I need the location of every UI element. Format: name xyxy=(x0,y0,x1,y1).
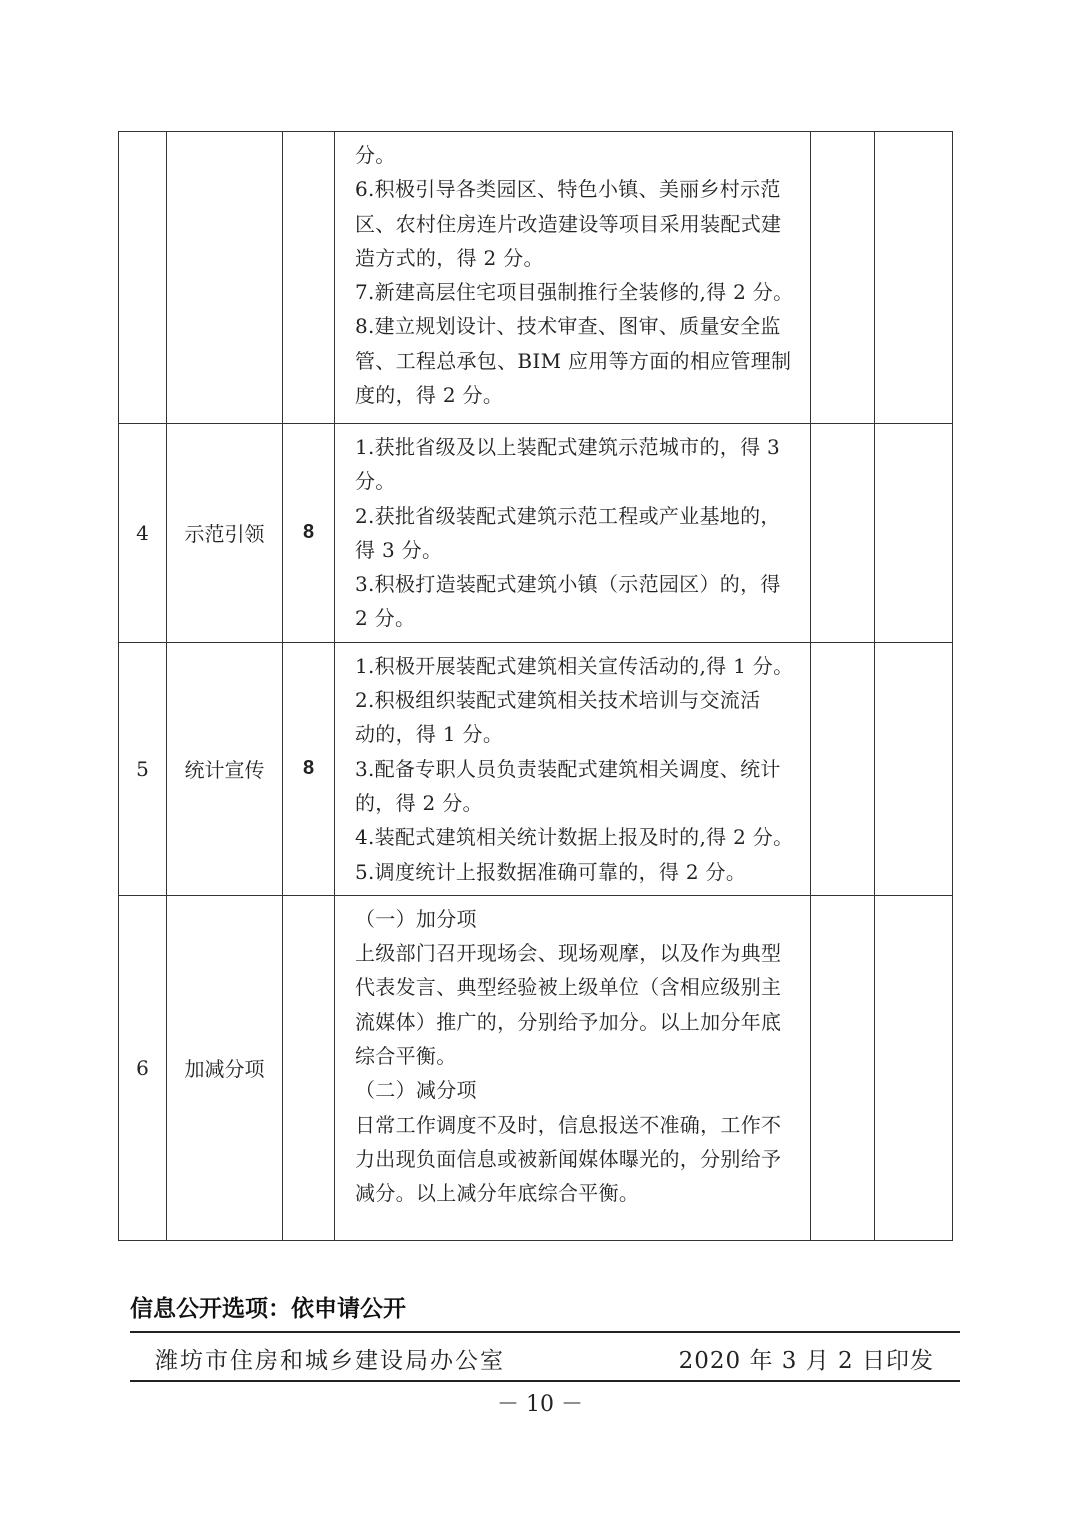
row-number-cell xyxy=(119,132,167,424)
criteria-line: 上级部门召开现场会、现场观摩，以及作为典型 xyxy=(355,941,782,966)
row-number-cell: 6 xyxy=(119,895,167,1240)
criteria-line: 4.装配式建筑相关统计数据上报及时的,得 2 分。 xyxy=(355,825,794,850)
item-name-cell: 统计宣传 xyxy=(167,642,283,895)
criteria-cell xyxy=(335,642,811,895)
criteria-line: （一）加分项 xyxy=(355,906,477,931)
criteria-line: 综合平衡。 xyxy=(355,1044,457,1069)
criteria-line: 1.积极开展装配式建筑相关宣传活动的,得 1 分。 xyxy=(355,653,794,678)
criteria-line: 3.积极打造装配式建筑小镇（示范园区）的，得 xyxy=(355,572,781,597)
score-cell xyxy=(283,895,335,1240)
criteria-line: 减分。以上减分年底综合平衡。 xyxy=(355,1181,640,1206)
criteria-line: 管、工程总承包、BIM 应用等方面的相应管理制 xyxy=(355,348,792,373)
self-evaluation-cell xyxy=(811,424,875,643)
table-row xyxy=(119,642,953,895)
criteria-line: 5.调度统计上报数据准确可靠的，得 2 分。 xyxy=(355,859,747,884)
criteria-line: 的，得 2 分。 xyxy=(355,790,483,815)
item-name-cell: 示范引领 xyxy=(167,424,283,643)
self-evaluation-cell xyxy=(811,132,875,424)
item-name-cell: 加减分项 xyxy=(167,895,283,1240)
criteria-line: 7.新建高层住宅项目强制推行全装修的,得 2 分。 xyxy=(355,280,794,305)
criteria-line: 分。 xyxy=(355,469,396,494)
remarks-cell xyxy=(875,895,953,1240)
criteria-line: 代表发言、典型经验被上级单位（含相应级别主 xyxy=(355,975,782,1000)
page-number: － 10 － xyxy=(497,1392,583,1417)
criteria-line: 动的，得 1 分。 xyxy=(355,722,504,747)
criteria-cell xyxy=(335,424,811,643)
score-cell xyxy=(283,132,335,424)
row-number-cell: 4 xyxy=(119,424,167,643)
table-row xyxy=(119,895,953,1240)
criteria-line: 度的，得 2 分。 xyxy=(355,383,504,408)
info-disclosure-option: 信息公开选项：依申请公开 xyxy=(130,1296,406,1322)
criteria-line: 6.积极引导各类园区、特色小镇、美丽乡村示范 xyxy=(355,177,781,202)
remarks-cell xyxy=(875,642,953,895)
criteria-line: 得 3 分。 xyxy=(355,537,443,562)
issue-date: 2020 年 3 月 2 日印发 xyxy=(678,1348,934,1374)
criteria-line: 3.配备专职人员负责装配式建筑相关调度、统计 xyxy=(355,756,781,781)
table-row xyxy=(119,424,953,643)
criteria-line: 流媒体）推广的，分别给予加分。以上加分年底 xyxy=(355,1009,782,1034)
footer-top-rule xyxy=(130,1331,960,1333)
criteria-line: 2 分。 xyxy=(355,606,416,631)
criteria-line: 分。 xyxy=(355,143,396,167)
criteria-line: 日常工作调度不及时，信息报送不准确，工作不 xyxy=(355,1112,782,1137)
item-name-cell xyxy=(167,132,283,424)
row-number-cell: 5 xyxy=(119,642,167,895)
criteria-line: 8.建立规划设计、技术审查、图审、质量安全监 xyxy=(355,314,781,339)
criteria-line: 区、农村住房连片改造建设等项目采用装配式建 xyxy=(355,211,782,236)
criteria-cell xyxy=(335,132,811,424)
issuer-name: 潍坊市住房和城乡建设局办公室 xyxy=(155,1348,505,1374)
criteria-cell xyxy=(335,895,811,1240)
criteria-line: 2.积极组织装配式建筑相关技术培训与交流活 xyxy=(355,688,761,713)
remarks-cell xyxy=(875,424,953,643)
score-cell: 8 xyxy=(283,424,335,643)
evaluation-table xyxy=(118,131,953,1241)
criteria-line: （二）减分项 xyxy=(355,1078,477,1103)
footer-bottom-rule xyxy=(130,1380,960,1382)
table-row xyxy=(119,132,953,424)
score-cell: 8 xyxy=(283,642,335,895)
criteria-line: 1.获批省级及以上装配式建筑示范城市的，得 3 xyxy=(355,435,781,459)
remarks-cell xyxy=(875,132,953,424)
criteria-line: 力出现负面信息或被新闻媒体曝光的，分别给予 xyxy=(355,1146,782,1171)
self-evaluation-cell xyxy=(811,642,875,895)
self-evaluation-cell xyxy=(811,895,875,1240)
criteria-line: 造方式的，得 2 分。 xyxy=(355,245,544,270)
criteria-line: 2.获批省级装配式建筑示范工程或产业基地的， xyxy=(355,503,781,528)
